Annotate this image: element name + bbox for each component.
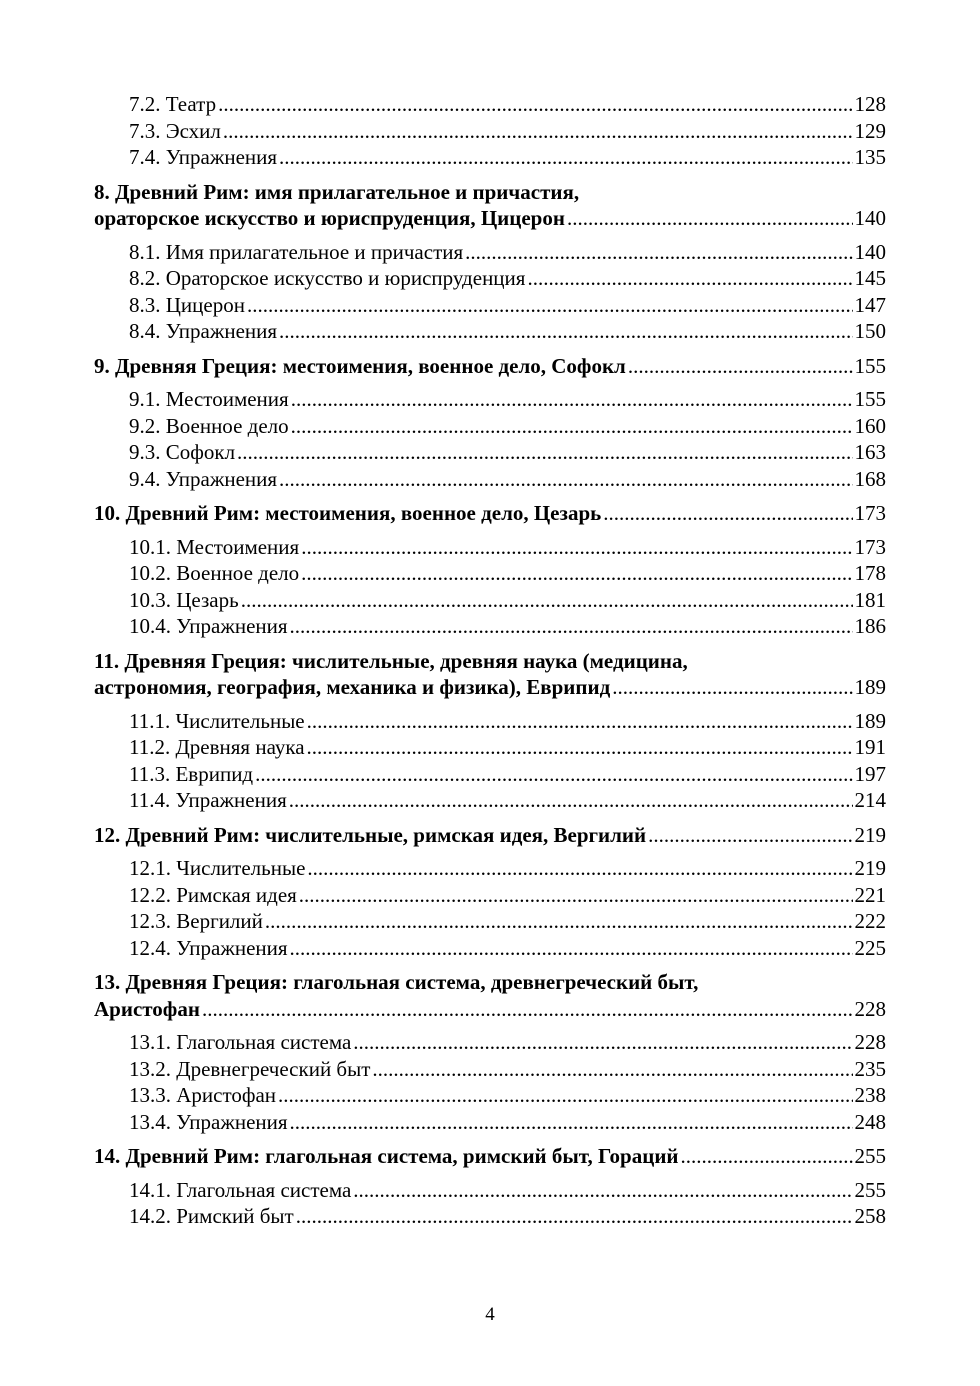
- toc-section-entry: [94, 1177, 886, 1204]
- dot-leader: [372, 1056, 852, 1083]
- toc-entry-title: 10.1. Местоимения: [129, 534, 300, 559]
- toc-entry-page: 255: [854, 1177, 886, 1202]
- dot-leader: [353, 1029, 852, 1056]
- toc-entry-title: 12.3. Вергилий: [129, 909, 263, 933]
- toc-entry-title: 7.3. Эсхил: [129, 118, 221, 143]
- toc-entry-page: 155: [854, 353, 886, 378]
- toc-entry-title: 14. Древний Рим: глагольная система, римский быт, Гораций: [94, 1144, 679, 1168]
- toc-entry-title-line: 13. Древняя Греция: глагольная система, древнегреческий быт,: [94, 970, 699, 994]
- toc-section-entry: [94, 935, 886, 962]
- toc-entry-title: 11.4. Упражнения: [129, 788, 287, 812]
- toc-entry-title: 13.1. Глагольная система: [129, 1030, 352, 1054]
- toc-entry-title: 12.4. Упражнения: [129, 935, 288, 960]
- toc-entry-page: 173: [854, 501, 886, 525]
- dot-leader: [218, 91, 852, 118]
- toc-entry-title: 11.2. Древняя наука: [129, 735, 305, 759]
- toc-entry-page: 155: [854, 387, 886, 411]
- toc-entry-title: 11.3. Еврипид: [129, 761, 254, 786]
- toc-entry-title: 14.1. Глагольная система: [129, 1177, 352, 1202]
- toc-entry-title: 12.1. Числительные: [129, 856, 306, 880]
- dot-leader: [353, 1177, 852, 1204]
- toc-section-entry: [94, 466, 886, 493]
- toc-entry-page: 222: [854, 909, 886, 933]
- toc-section-entry: [94, 761, 886, 788]
- toc-entry-page: 163: [854, 440, 886, 464]
- dot-leader: [307, 734, 853, 761]
- dot-leader: [527, 265, 852, 292]
- toc-entry-title: 12. Древний Рим: числительные, римская идея, Вергилий: [94, 822, 647, 847]
- dot-leader: [307, 708, 853, 735]
- toc-entry-page: 181: [854, 587, 886, 612]
- toc-entry-page: 248: [854, 1109, 886, 1134]
- toc-entry-title: 10. Древний Рим: местоимения, военное дело, Цезарь: [94, 501, 602, 525]
- toc-section-entry: [94, 613, 886, 640]
- dot-leader: [628, 353, 853, 380]
- toc-entry-page: 160: [854, 413, 886, 438]
- toc-section-entry: [94, 386, 886, 413]
- dot-leader: [241, 587, 853, 614]
- toc-entry-title: ораторское искусство и юриспруденция, Цицерон: [94, 206, 565, 230]
- toc-section-entry: [94, 882, 886, 909]
- toc-entry-title: астрономия, география, механика и физика), Еврипид: [94, 675, 611, 699]
- dot-leader: [296, 1203, 853, 1230]
- toc-section-entry: [94, 144, 886, 171]
- dot-leader: [307, 855, 852, 882]
- dot-leader: [299, 882, 853, 909]
- dot-leader: [278, 1082, 852, 1109]
- toc-entry-title: 7.2. Театр: [129, 92, 217, 116]
- toc-entry-title: 13.3. Аристофан: [129, 1083, 277, 1107]
- toc-section-entry: [94, 787, 886, 814]
- toc-entry-title: 12.2. Римская идея: [129, 882, 297, 907]
- toc-section-entry: [94, 855, 886, 882]
- dot-leader: [289, 787, 853, 814]
- dot-leader: [290, 613, 853, 640]
- dot-leader: [291, 413, 853, 440]
- toc-section-entry: [94, 708, 886, 735]
- toc-entry-title: 9.2. Военное дело: [129, 413, 289, 438]
- toc-entry-title: 9.1. Местоимения: [129, 387, 289, 411]
- toc-entry-title: 10.4. Упражнения: [129, 614, 288, 638]
- dot-leader: [291, 386, 853, 413]
- dot-leader: [301, 560, 852, 587]
- toc-chapter-entry: [94, 1143, 886, 1170]
- toc-entry-page: 225: [854, 935, 886, 960]
- toc-section-entry: [94, 1029, 886, 1056]
- dot-leader: [237, 439, 852, 466]
- toc-entry-title-line: 11. Древняя Греция: числительные, древняя наука (медицина,: [94, 648, 688, 673]
- toc-entry-page: 197: [854, 761, 886, 786]
- toc-section-entry: [94, 560, 886, 587]
- toc-entry-page: 221: [854, 882, 886, 907]
- toc-chapter-entry: [94, 179, 886, 232]
- toc-section-entry: [94, 534, 886, 561]
- toc-section-entry: [94, 1056, 886, 1083]
- toc-entry-page: 228: [854, 1030, 886, 1054]
- toc-entry-page: 228: [854, 996, 886, 1021]
- toc-entry-title: 11.1. Числительные: [129, 708, 305, 733]
- toc-entry-title: 13.2. Древнегреческий быт: [129, 1056, 371, 1081]
- toc-section-entry: [94, 118, 886, 145]
- dot-leader: [202, 996, 853, 1023]
- dot-leader: [681, 1143, 853, 1170]
- toc-entry-page: 140: [854, 239, 886, 264]
- page-number: 4: [485, 1304, 495, 1325]
- toc-section-entry: [94, 1082, 886, 1109]
- toc-entry-title: 7.4. Упражнения: [129, 145, 278, 169]
- toc-section-entry: [94, 908, 886, 935]
- toc-entry-page: 135: [854, 145, 886, 169]
- toc-entry-page: 129: [854, 118, 886, 143]
- dot-leader: [290, 1109, 853, 1136]
- dot-leader: [648, 822, 852, 849]
- dot-leader: [567, 205, 853, 232]
- toc-section-entry: [94, 91, 886, 118]
- toc-entry-page: 147: [854, 292, 886, 317]
- dot-leader: [279, 144, 852, 171]
- toc-entry-page: 140: [854, 206, 886, 230]
- dot-leader: [301, 534, 852, 561]
- dot-leader: [603, 500, 852, 527]
- toc-chapter-entry: [94, 969, 886, 1022]
- toc-entry-page: 189: [854, 708, 886, 733]
- toc-section-entry: [94, 239, 886, 266]
- dot-leader: [247, 292, 853, 319]
- toc-section-entry: [94, 1203, 886, 1230]
- toc-entry-page: 186: [854, 614, 886, 638]
- toc-section-entry: [94, 265, 886, 292]
- toc-entry-page: 128: [854, 92, 886, 116]
- dot-leader: [279, 466, 852, 493]
- toc-section-entry: [94, 587, 886, 614]
- toc-entry-title: 8.1. Имя прилагательное и причастия: [129, 239, 464, 264]
- toc-section-entry: [94, 439, 886, 466]
- toc-entry-page: 219: [854, 822, 886, 847]
- toc-chapter-entry: [94, 822, 886, 849]
- toc-chapter-entry: [94, 648, 886, 701]
- toc-section-entry: [94, 413, 886, 440]
- dot-leader: [223, 118, 853, 145]
- toc-entry-title: 8.4. Упражнения: [129, 319, 278, 343]
- toc-entry-page: 255: [854, 1144, 886, 1168]
- toc-entry-title: 13.4. Упражнения: [129, 1109, 288, 1134]
- toc-entry-title: 10.2. Военное дело: [129, 561, 300, 585]
- toc-entry-title: 9.4. Упражнения: [129, 466, 278, 491]
- toc-section-entry: [94, 1109, 886, 1136]
- toc-chapter-entry: [94, 500, 886, 527]
- toc-section-entry: [94, 292, 886, 319]
- toc-entry-page: 168: [854, 466, 886, 491]
- toc-entry-title: 8.2. Ораторское искусство и юриспруденция: [129, 266, 526, 290]
- toc-entry-page: 214: [854, 788, 886, 812]
- table-of-contents: [94, 91, 886, 1230]
- toc-entry-page: 178: [854, 561, 886, 585]
- dot-leader: [290, 935, 853, 962]
- toc-entry-page: 173: [854, 534, 886, 559]
- toc-entry-page: 191: [854, 735, 886, 759]
- dot-leader: [265, 908, 853, 935]
- toc-entry-page: 235: [854, 1056, 886, 1081]
- toc-section-entry: [94, 318, 886, 345]
- toc-entry-title-line: 8. Древний Рим: имя прилагательное и причастия,: [94, 179, 580, 204]
- toc-entry-title: 14.2. Римский быт: [129, 1204, 294, 1228]
- toc-entry-title: 9. Древняя Греция: местоимения, военное дело, Софокл: [94, 353, 626, 378]
- toc-entry-page: 150: [854, 319, 886, 343]
- dot-leader: [279, 318, 852, 345]
- dot-leader: [465, 239, 852, 266]
- toc-entry-title: 9.3. Софокл: [129, 440, 236, 464]
- dot-leader: [255, 761, 852, 788]
- toc-entry-page: 258: [854, 1204, 886, 1228]
- toc-entry-page: 219: [854, 856, 886, 880]
- dot-leader: [612, 674, 852, 701]
- toc-entry-page: 238: [854, 1083, 886, 1107]
- toc-chapter-entry: [94, 353, 886, 380]
- toc-entry-page: 145: [854, 266, 886, 290]
- toc-entry-title: 10.3. Цезарь: [129, 587, 239, 612]
- toc-entry-title: 8.3. Цицерон: [129, 292, 245, 317]
- toc-entry-title: Аристофан: [94, 996, 200, 1021]
- toc-entry-page: 189: [854, 675, 886, 699]
- toc-section-entry: [94, 734, 886, 761]
